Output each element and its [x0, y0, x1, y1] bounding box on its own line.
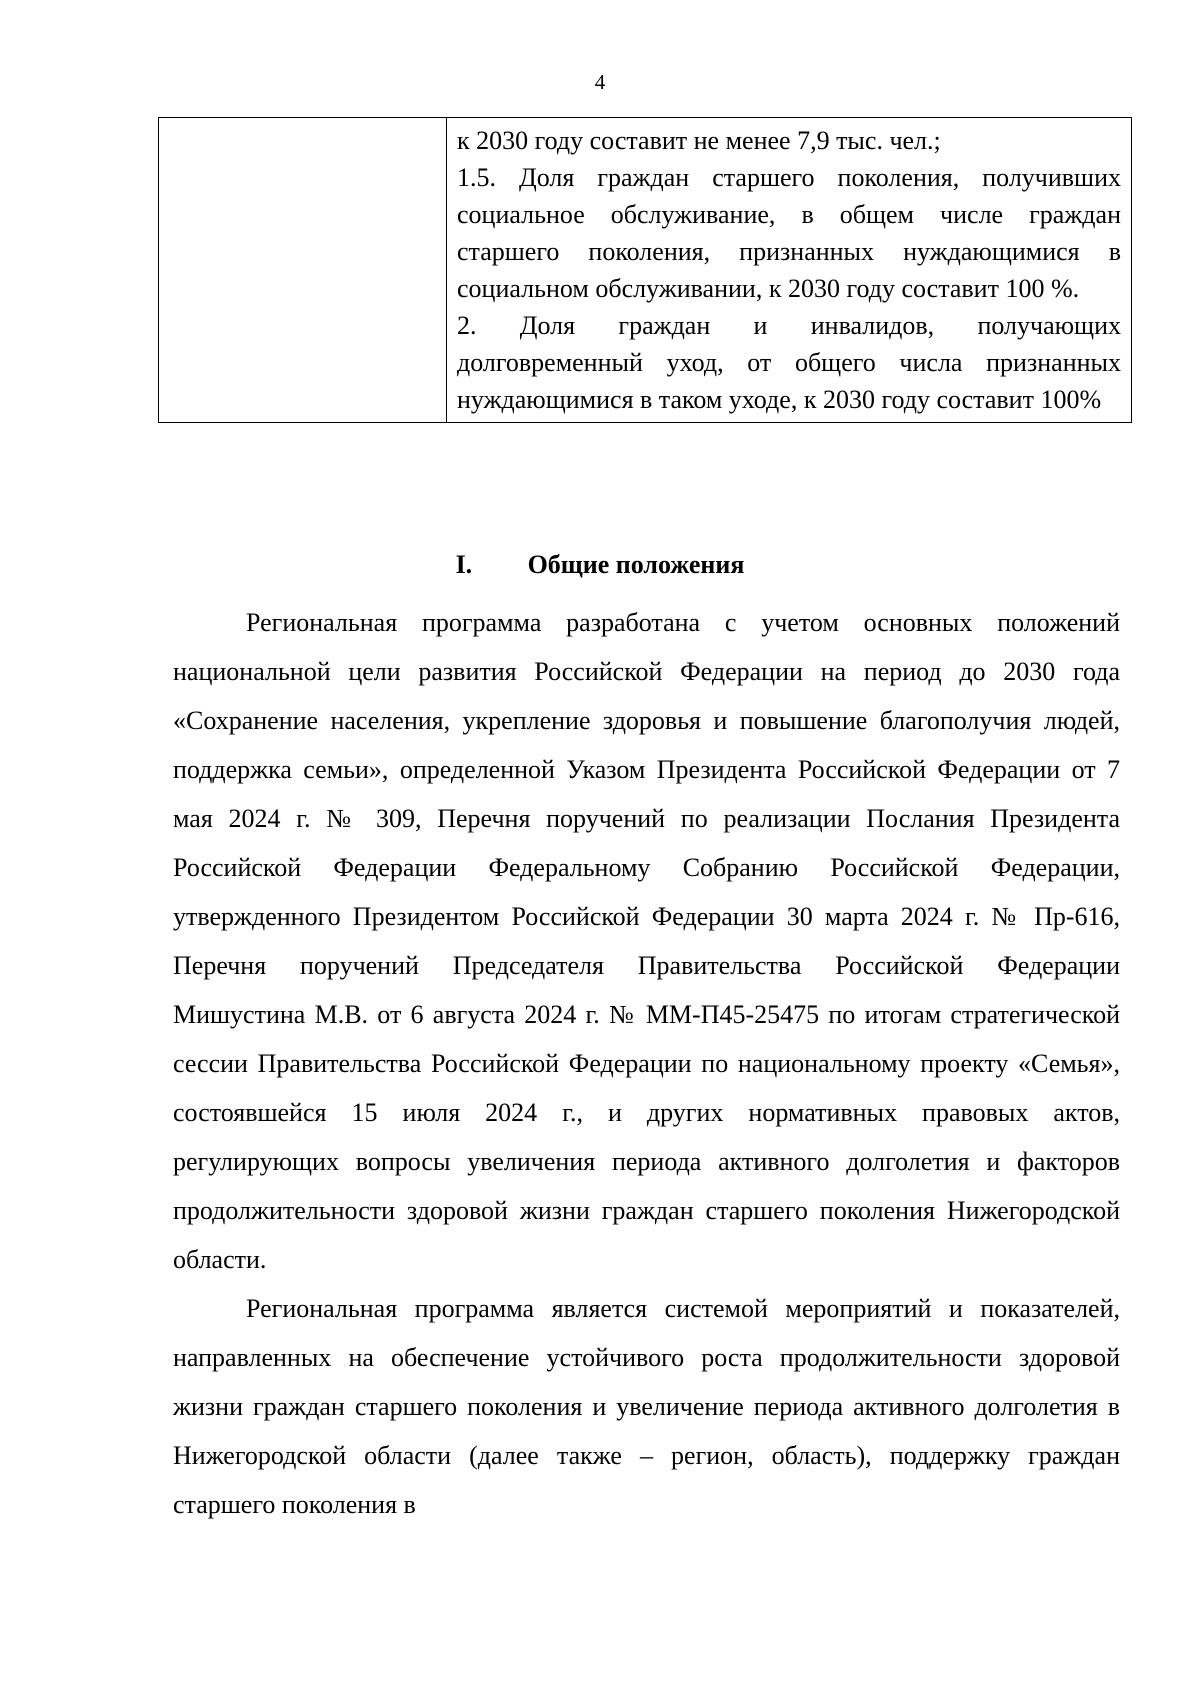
body-text: [173, 598, 1120, 1529]
page-number: 4: [594, 70, 606, 94]
indicator-item-1-5: 1.5. Доля граждан старшего поколения, получивших социальное обслуживание, в общем числе граждан старшего поколения, признанных нуждающимися в социальном обслуживании, к 2030 году составит 100 %.: [457, 163, 1121, 303]
section-title: Общие положения: [527, 550, 745, 579]
indicator-continuation-line: к 2030 году составит не менее 7,9 тыс. чел.;: [457, 126, 941, 155]
paragraph: Региональная программа является системой мероприятий и показателей, направленных на обеспечение устойчивого роста продолжительности здоровой жизни граждан старшего поколения и увеличение периода активного долголетия в Нижегородской области (далее также – регион, область), поддержку граждан старшего поколения в: [173, 1294, 1120, 1519]
paragraph: Региональная программа разработана с учетом основных положений национальной цели развития Российской Федерации на период до 2030 года «Сохранение населения, укрепление здоровья и повышение благополучия людей, поддержка семьи», определенной Указом Президента Российской Федерации от 7 мая 2024 г. № 309, Перечня поручений по реализации Послания Президента Российской Федерации Федеральному Собранию Российской Федерации, утвержденного Президентом Российской Федерации 30 марта 2024 г. № Пр-616, Перечня поручений Председателя Правительства Российской Федерации Мишустина М.В. от 6 августа 2024 г. № ММ-П45-25475 по итогам стратегической сессии Правительства Российской Федерации по национальному проекту «Семья», состоявшейся 15 июля 2024 г., и других нормативных правовых актов, регулирующих вопросы увеличения периода активного долголетия и факторов продолжительности здоровой жизни граждан старшего поколения Нижегородской области.: [173, 608, 1120, 1274]
table-left-cell: [159, 118, 447, 423]
section-heading: [0, 550, 1200, 580]
table-row: [159, 118, 1132, 423]
indicators-table: [158, 117, 1132, 423]
section-number: I.: [455, 550, 473, 579]
indicator-item-2: 2. Доля граждан и инвалидов, получающих долговременный уход, от общего числа признанных нуждающимися в таком уходе, к 2030 году составит 100%: [457, 311, 1121, 414]
table-right-cell: [447, 118, 1132, 423]
